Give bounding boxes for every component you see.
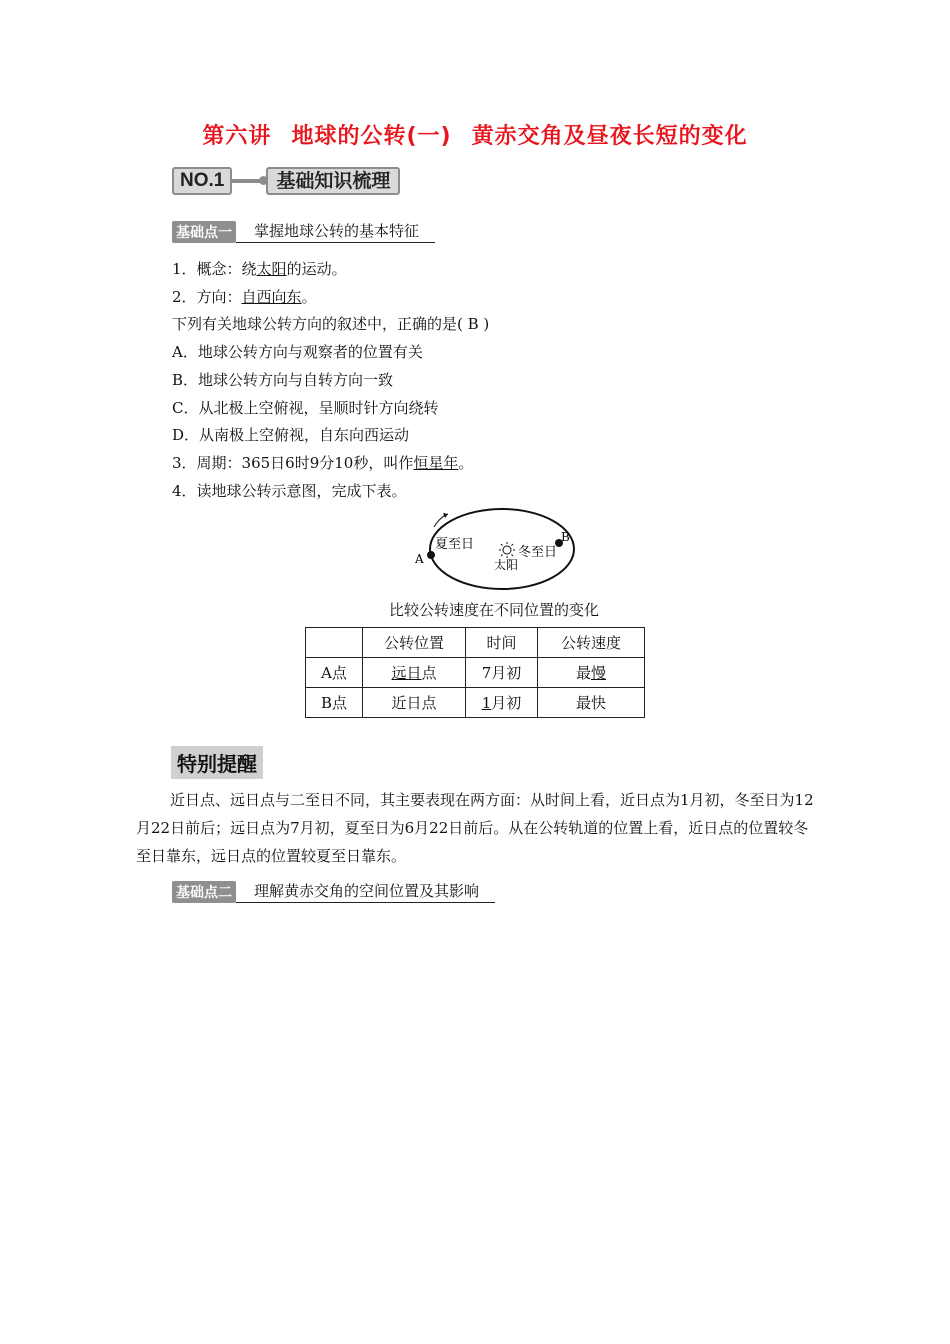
table-row — [306, 658, 645, 688]
banner-number: NO.1 — [172, 167, 232, 195]
speed-table — [305, 627, 645, 718]
period-text: 3．周期：365日6时9分10秒，叫作 — [172, 454, 414, 472]
section-banner — [172, 166, 400, 196]
banner-connector — [232, 179, 266, 183]
point-a-dot — [427, 551, 435, 559]
table-header-cell: 时间 — [466, 628, 538, 658]
direction-answer: 自西向东 — [241, 288, 302, 306]
period-end: 。 — [458, 454, 474, 472]
table-cell — [466, 688, 538, 718]
lecture-number: 第六讲 — [202, 124, 272, 149]
question: 下列有关地球公转方向的叙述中，正确的是( B ) — [172, 315, 490, 333]
item-read: 4．读地球公转示意图，完成下表。 — [172, 482, 407, 500]
section1-tag: 基础点一 — [172, 221, 236, 243]
banner-title: 基础知识梳理 — [266, 167, 400, 195]
summer-solstice-label: 夏至日 — [435, 537, 475, 552]
cell-text: 点 — [421, 664, 437, 682]
winter-solstice-label: 冬至日 — [518, 545, 558, 560]
orbit-diagram — [410, 505, 580, 595]
table-cell: B点 — [306, 688, 363, 718]
table-row — [306, 688, 645, 718]
cell-text: 月初 — [491, 694, 522, 712]
table-cell — [363, 658, 466, 688]
cell-answer: 慢 — [591, 664, 607, 682]
concept-end: 的运动。 — [286, 260, 347, 278]
section2-tag: 基础点二 — [172, 881, 236, 903]
point-b-label: B — [561, 530, 570, 544]
lecture-topic: 地球的公转(一) — [291, 124, 452, 149]
special-reminder-text: 近日点、远日点与二至日不同，其主要表现在两方面：从时间上看，近日点为1月初，冬至日为12月22日前后；远日点为7月初，夏至日为6月22日前后。从在公转轨道的位置上看，近日点的位置较冬至日靠东，远日点的位置较夏至日靠东。 — [136, 791, 814, 865]
section1-heading: 掌握地球公转的基本特征 — [236, 220, 435, 243]
table-cell: 最快 — [538, 688, 645, 718]
option-a: A．地球公转方向与观察者的位置有关 — [172, 343, 423, 361]
period-answer: 恒星年 — [413, 454, 459, 472]
table-cell: A点 — [306, 658, 363, 688]
direction-text: 2．方向： — [172, 288, 242, 306]
arrow-head — [443, 513, 448, 518]
lecture-subtitle: 黄赤交角及昼夜长短的变化 — [471, 124, 748, 149]
section1-header — [172, 220, 435, 243]
page-title — [0, 119, 950, 150]
item-direction — [172, 286, 317, 307]
table-cell: 近日点 — [363, 688, 466, 718]
section2-heading: 理解黄赤交角的空间位置及其影响 — [236, 880, 495, 903]
table-caption: 比较公转速度在不同位置的变化 — [388, 601, 599, 619]
cell-answer: 远日 — [391, 664, 422, 682]
table-header-row — [306, 628, 645, 658]
sun-icon — [499, 542, 515, 558]
special-reminder-label: 特别提醒 — [171, 746, 263, 779]
option-d: D．从南极上空俯视，自东向西运动 — [172, 426, 410, 444]
item-concept — [172, 258, 347, 279]
direction-end: 。 — [301, 288, 317, 306]
point-a-label: A — [415, 552, 424, 566]
table-cell — [538, 658, 645, 688]
sun-label: 太阳 — [494, 558, 519, 572]
item-period — [172, 452, 473, 473]
cell-answer: 1 — [481, 694, 492, 712]
table-header-cell — [306, 628, 363, 658]
table-header-cell: 公转位置 — [363, 628, 466, 658]
option-b: B．地球公转方向与自转方向一致 — [172, 371, 394, 389]
concept-text: 1．概念：绕 — [172, 260, 257, 278]
section2-header — [172, 880, 495, 903]
table-header-cell: 公转速度 — [538, 628, 645, 658]
option-c: C．从北极上空俯视，呈顺时针方向绕转 — [172, 399, 439, 417]
cell-text: 最 — [575, 664, 591, 682]
concept-answer: 太阳 — [256, 260, 287, 278]
table-cell: 7月初 — [466, 658, 538, 688]
